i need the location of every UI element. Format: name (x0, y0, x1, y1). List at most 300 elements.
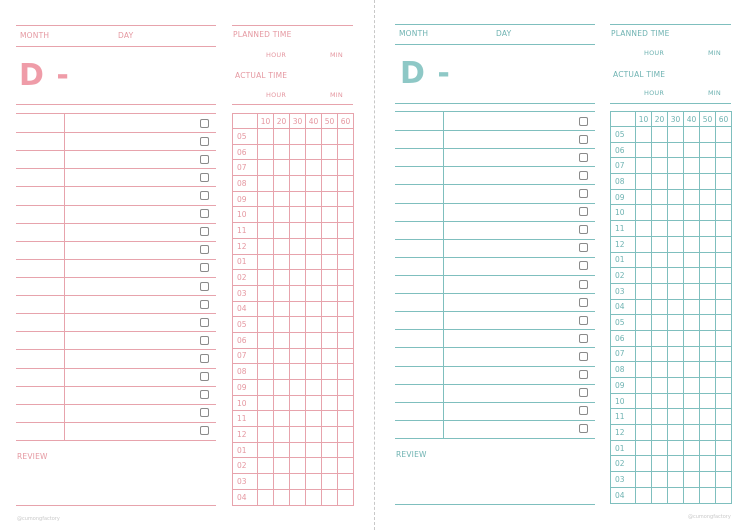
todo-checkbox[interactable] (200, 300, 209, 309)
time-slot-cell[interactable] (636, 268, 652, 284)
time-slot-cell[interactable] (322, 380, 338, 396)
time-slot-cell[interactable] (684, 142, 700, 158)
time-slot-cell[interactable] (668, 393, 684, 409)
todo-checkbox[interactable] (200, 408, 209, 417)
time-slot-cell[interactable] (716, 142, 732, 158)
time-slot-cell[interactable] (684, 393, 700, 409)
todo-row[interactable] (16, 368, 216, 369)
time-slot-cell[interactable] (274, 411, 290, 427)
time-slot-cell[interactable] (684, 189, 700, 205)
time-slot-cell[interactable] (258, 144, 274, 160)
time-slot-cell[interactable] (700, 346, 716, 362)
time-slot-cell[interactable] (290, 223, 306, 239)
time-slot-cell[interactable] (652, 456, 668, 472)
time-slot-cell[interactable] (716, 425, 732, 441)
time-slot-cell[interactable] (668, 236, 684, 252)
time-slot-cell[interactable] (636, 315, 652, 331)
time-slot-cell[interactable] (636, 142, 652, 158)
time-slot-cell[interactable] (716, 362, 732, 378)
time-slot-cell[interactable] (668, 456, 684, 472)
time-slot-cell[interactable] (668, 174, 684, 190)
todo-checkbox[interactable] (579, 207, 588, 216)
todo-checkbox[interactable] (579, 424, 588, 433)
todo-row[interactable] (16, 259, 216, 260)
time-slot-cell[interactable] (322, 332, 338, 348)
time-slot-cell[interactable] (338, 348, 354, 364)
time-slot-cell[interactable] (258, 364, 274, 380)
time-slot-cell[interactable] (322, 364, 338, 380)
time-slot-cell[interactable] (322, 176, 338, 192)
time-slot-cell[interactable] (684, 409, 700, 425)
todo-row[interactable] (16, 313, 216, 314)
todo-row[interactable] (16, 186, 216, 187)
time-slot-cell[interactable] (338, 176, 354, 192)
time-slot-cell[interactable] (338, 144, 354, 160)
time-slot-cell[interactable] (322, 144, 338, 160)
time-slot-cell[interactable] (306, 489, 322, 505)
time-slot-cell[interactable] (306, 380, 322, 396)
time-slot-cell[interactable] (700, 174, 716, 190)
todo-row[interactable] (16, 331, 216, 332)
time-slot-cell[interactable] (274, 285, 290, 301)
time-slot-cell[interactable] (636, 440, 652, 456)
time-slot-cell[interactable] (700, 221, 716, 237)
time-slot-cell[interactable] (322, 395, 338, 411)
time-slot-cell[interactable] (274, 176, 290, 192)
time-slot-cell[interactable] (258, 270, 274, 286)
time-slot-cell[interactable] (322, 411, 338, 427)
todo-checkbox[interactable] (579, 117, 588, 126)
time-slot-cell[interactable] (684, 268, 700, 284)
time-slot-cell[interactable] (700, 378, 716, 394)
time-slot-cell[interactable] (338, 238, 354, 254)
time-slot-cell[interactable] (700, 393, 716, 409)
time-slot-cell[interactable] (306, 332, 322, 348)
todo-row[interactable] (395, 184, 595, 185)
time-slot-cell[interactable] (258, 191, 274, 207)
time-slot-cell[interactable] (290, 285, 306, 301)
time-slot-cell[interactable] (652, 236, 668, 252)
time-slot-cell[interactable] (258, 489, 274, 505)
todo-checkbox[interactable] (579, 370, 588, 379)
time-slot-cell[interactable] (716, 268, 732, 284)
time-slot-cell[interactable] (306, 160, 322, 176)
time-slot-cell[interactable] (290, 207, 306, 223)
todo-checkbox[interactable] (200, 318, 209, 327)
time-slot-cell[interactable] (274, 254, 290, 270)
time-slot-cell[interactable] (274, 348, 290, 364)
todo-row[interactable] (395, 275, 595, 276)
time-slot-cell[interactable] (338, 380, 354, 396)
time-slot-cell[interactable] (684, 330, 700, 346)
time-slot-cell[interactable] (338, 458, 354, 474)
time-slot-cell[interactable] (668, 252, 684, 268)
todo-row[interactable] (16, 440, 216, 441)
time-slot-cell[interactable] (700, 189, 716, 205)
time-slot-cell[interactable] (668, 221, 684, 237)
time-slot-cell[interactable] (338, 129, 354, 145)
todo-checkbox[interactable] (579, 280, 588, 289)
time-slot-cell[interactable] (700, 142, 716, 158)
time-slot-cell[interactable] (306, 191, 322, 207)
time-slot-cell[interactable] (338, 285, 354, 301)
todo-row[interactable] (395, 402, 595, 403)
time-slot-cell[interactable] (652, 158, 668, 174)
todo-checkbox[interactable] (200, 426, 209, 435)
time-slot-cell[interactable] (684, 346, 700, 362)
time-slot-cell[interactable] (636, 346, 652, 362)
time-slot-cell[interactable] (290, 160, 306, 176)
time-slot-cell[interactable] (274, 380, 290, 396)
time-slot-cell[interactable] (700, 252, 716, 268)
time-slot-cell[interactable] (684, 236, 700, 252)
time-slot-cell[interactable] (306, 474, 322, 490)
time-slot-cell[interactable] (322, 129, 338, 145)
time-slot-cell[interactable] (338, 427, 354, 443)
todo-row[interactable] (395, 420, 595, 421)
time-slot-cell[interactable] (274, 427, 290, 443)
time-slot-cell[interactable] (258, 176, 274, 192)
time-slot-cell[interactable] (306, 395, 322, 411)
time-slot-cell[interactable] (274, 317, 290, 333)
todo-row[interactable] (395, 166, 595, 167)
time-slot-cell[interactable] (274, 332, 290, 348)
todo-checkbox[interactable] (200, 245, 209, 254)
time-slot-cell[interactable] (636, 378, 652, 394)
time-slot-cell[interactable] (258, 427, 274, 443)
time-slot-cell[interactable] (716, 393, 732, 409)
time-slot-cell[interactable] (306, 129, 322, 145)
time-slot-cell[interactable] (716, 440, 732, 456)
time-slot-cell[interactable] (258, 160, 274, 176)
time-slot-cell[interactable] (274, 144, 290, 160)
todo-row[interactable] (395, 148, 595, 149)
time-slot-cell[interactable] (652, 252, 668, 268)
time-slot-cell[interactable] (716, 315, 732, 331)
time-slot-cell[interactable] (636, 456, 652, 472)
time-slot-cell[interactable] (668, 346, 684, 362)
time-slot-cell[interactable] (716, 189, 732, 205)
todo-row[interactable] (395, 130, 595, 131)
time-slot-cell[interactable] (306, 238, 322, 254)
time-slot-cell[interactable] (700, 409, 716, 425)
time-slot-cell[interactable] (290, 474, 306, 490)
time-slot-cell[interactable] (636, 252, 652, 268)
time-slot-cell[interactable] (684, 362, 700, 378)
time-slot-cell[interactable] (652, 299, 668, 315)
time-slot-cell[interactable] (322, 207, 338, 223)
time-slot-cell[interactable] (716, 487, 732, 503)
time-slot-cell[interactable] (668, 142, 684, 158)
time-slot-cell[interactable] (274, 474, 290, 490)
todo-row[interactable] (16, 132, 216, 133)
time-slot-cell[interactable] (636, 425, 652, 441)
time-slot-cell[interactable] (636, 127, 652, 143)
time-slot-cell[interactable] (636, 330, 652, 346)
time-slot-cell[interactable] (716, 456, 732, 472)
todo-row[interactable] (16, 295, 216, 296)
time-slot-cell[interactable] (338, 442, 354, 458)
time-slot-cell[interactable] (700, 362, 716, 378)
time-slot-cell[interactable] (258, 207, 274, 223)
time-slot-cell[interactable] (684, 299, 700, 315)
time-slot-cell[interactable] (290, 317, 306, 333)
time-slot-cell[interactable] (306, 442, 322, 458)
todo-checkbox[interactable] (200, 227, 209, 236)
time-slot-cell[interactable] (322, 489, 338, 505)
time-slot-cell[interactable] (322, 317, 338, 333)
time-slot-cell[interactable] (322, 427, 338, 443)
todo-checkbox[interactable] (579, 171, 588, 180)
time-slot-cell[interactable] (338, 270, 354, 286)
time-slot-cell[interactable] (716, 158, 732, 174)
todo-row[interactable] (16, 277, 216, 278)
time-slot-cell[interactable] (274, 442, 290, 458)
time-slot-cell[interactable] (652, 221, 668, 237)
time-slot-cell[interactable] (290, 458, 306, 474)
todo-checkbox[interactable] (579, 225, 588, 234)
time-slot-cell[interactable] (652, 409, 668, 425)
time-slot-cell[interactable] (306, 411, 322, 427)
time-slot-cell[interactable] (290, 176, 306, 192)
time-slot-cell[interactable] (274, 238, 290, 254)
time-slot-cell[interactable] (338, 191, 354, 207)
todo-checkbox[interactable] (579, 298, 588, 307)
time-slot-cell[interactable] (322, 223, 338, 239)
todo-row[interactable] (16, 168, 216, 169)
time-slot-cell[interactable] (258, 254, 274, 270)
time-slot-cell[interactable] (668, 127, 684, 143)
time-slot-cell[interactable] (274, 489, 290, 505)
time-slot-cell[interactable] (258, 442, 274, 458)
time-slot-cell[interactable] (668, 440, 684, 456)
time-slot-cell[interactable] (322, 301, 338, 317)
todo-row[interactable] (395, 239, 595, 240)
time-slot-cell[interactable] (652, 142, 668, 158)
time-slot-cell[interactable] (716, 472, 732, 488)
time-slot-cell[interactable] (274, 129, 290, 145)
time-slot-cell[interactable] (668, 330, 684, 346)
time-slot-cell[interactable] (258, 395, 274, 411)
time-slot-cell[interactable] (636, 158, 652, 174)
time-slot-cell[interactable] (258, 348, 274, 364)
time-slot-cell[interactable] (258, 129, 274, 145)
todo-row[interactable] (16, 223, 216, 224)
time-slot-cell[interactable] (684, 283, 700, 299)
todo-checkbox[interactable] (579, 388, 588, 397)
time-slot-cell[interactable] (652, 283, 668, 299)
time-slot-cell[interactable] (668, 378, 684, 394)
todo-row[interactable] (16, 404, 216, 405)
time-slot-cell[interactable] (684, 315, 700, 331)
todo-checkbox[interactable] (200, 173, 209, 182)
time-slot-cell[interactable] (338, 160, 354, 176)
time-slot-cell[interactable] (322, 474, 338, 490)
time-slot-cell[interactable] (306, 254, 322, 270)
time-slot-cell[interactable] (290, 144, 306, 160)
time-slot-cell[interactable] (322, 285, 338, 301)
todo-row[interactable] (395, 203, 595, 204)
time-slot-cell[interactable] (306, 427, 322, 443)
time-slot-cell[interactable] (322, 458, 338, 474)
todo-row[interactable] (395, 347, 595, 348)
time-slot-cell[interactable] (716, 174, 732, 190)
todo-checkbox[interactable] (579, 153, 588, 162)
time-slot-cell[interactable] (258, 301, 274, 317)
time-slot-cell[interactable] (700, 425, 716, 441)
todo-checkbox[interactable] (200, 191, 209, 200)
time-slot-cell[interactable] (338, 301, 354, 317)
time-slot-cell[interactable] (274, 458, 290, 474)
todo-row[interactable] (395, 329, 595, 330)
time-slot-cell[interactable] (306, 144, 322, 160)
time-slot-cell[interactable] (700, 330, 716, 346)
todo-checkbox[interactable] (200, 354, 209, 363)
todo-row[interactable] (395, 293, 595, 294)
time-slot-cell[interactable] (274, 364, 290, 380)
todo-checkbox[interactable] (200, 263, 209, 272)
time-slot-cell[interactable] (636, 487, 652, 503)
time-slot-cell[interactable] (290, 395, 306, 411)
time-slot-cell[interactable] (636, 236, 652, 252)
time-slot-cell[interactable] (636, 299, 652, 315)
time-slot-cell[interactable] (652, 440, 668, 456)
time-slot-cell[interactable] (258, 458, 274, 474)
time-slot-cell[interactable] (700, 456, 716, 472)
time-slot-cell[interactable] (258, 317, 274, 333)
time-slot-cell[interactable] (652, 315, 668, 331)
todo-row[interactable] (16, 241, 216, 242)
time-slot-cell[interactable] (338, 364, 354, 380)
time-slot-cell[interactable] (290, 380, 306, 396)
time-slot-cell[interactable] (668, 409, 684, 425)
time-slot-cell[interactable] (684, 127, 700, 143)
time-slot-cell[interactable] (338, 474, 354, 490)
time-slot-cell[interactable] (684, 425, 700, 441)
time-slot-cell[interactable] (636, 189, 652, 205)
time-slot-cell[interactable] (700, 268, 716, 284)
time-slot-cell[interactable] (274, 395, 290, 411)
todo-checkbox[interactable] (200, 372, 209, 381)
time-slot-cell[interactable] (274, 191, 290, 207)
time-slot-cell[interactable] (668, 268, 684, 284)
time-slot-cell[interactable] (668, 362, 684, 378)
time-slot-cell[interactable] (700, 315, 716, 331)
time-slot-cell[interactable] (290, 442, 306, 458)
todo-row[interactable] (16, 422, 216, 423)
time-slot-cell[interactable] (322, 238, 338, 254)
todo-row[interactable] (16, 205, 216, 206)
todo-row[interactable] (395, 311, 595, 312)
time-slot-cell[interactable] (306, 458, 322, 474)
time-slot-cell[interactable] (684, 205, 700, 221)
time-slot-cell[interactable] (290, 301, 306, 317)
time-slot-cell[interactable] (306, 364, 322, 380)
time-slot-cell[interactable] (258, 380, 274, 396)
time-slot-cell[interactable] (652, 487, 668, 503)
todo-checkbox[interactable] (200, 209, 209, 218)
time-slot-cell[interactable] (684, 456, 700, 472)
todo-row[interactable] (395, 384, 595, 385)
time-slot-cell[interactable] (290, 427, 306, 443)
time-slot-cell[interactable] (668, 487, 684, 503)
time-slot-cell[interactable] (684, 174, 700, 190)
todo-row[interactable] (16, 349, 216, 350)
time-slot-cell[interactable] (700, 487, 716, 503)
time-slot-cell[interactable] (306, 207, 322, 223)
time-slot-cell[interactable] (684, 440, 700, 456)
time-slot-cell[interactable] (716, 378, 732, 394)
time-slot-cell[interactable] (290, 411, 306, 427)
todo-row[interactable] (395, 438, 595, 439)
time-slot-cell[interactable] (290, 364, 306, 380)
time-slot-cell[interactable] (322, 442, 338, 458)
time-slot-cell[interactable] (652, 189, 668, 205)
time-slot-cell[interactable] (636, 283, 652, 299)
time-slot-cell[interactable] (636, 409, 652, 425)
time-slot-cell[interactable] (306, 317, 322, 333)
time-slot-cell[interactable] (290, 129, 306, 145)
time-slot-cell[interactable] (668, 425, 684, 441)
time-slot-cell[interactable] (290, 254, 306, 270)
todo-checkbox[interactable] (200, 336, 209, 345)
time-slot-cell[interactable] (322, 348, 338, 364)
time-slot-cell[interactable] (258, 285, 274, 301)
time-slot-cell[interactable] (652, 362, 668, 378)
time-slot-cell[interactable] (652, 268, 668, 284)
time-slot-cell[interactable] (700, 472, 716, 488)
time-slot-cell[interactable] (322, 160, 338, 176)
time-slot-cell[interactable] (274, 301, 290, 317)
time-slot-cell[interactable] (684, 158, 700, 174)
time-slot-cell[interactable] (636, 393, 652, 409)
time-slot-cell[interactable] (652, 346, 668, 362)
time-slot-cell[interactable] (652, 174, 668, 190)
time-slot-cell[interactable] (668, 283, 684, 299)
time-slot-cell[interactable] (652, 393, 668, 409)
time-slot-cell[interactable] (258, 411, 274, 427)
time-slot-cell[interactable] (306, 301, 322, 317)
time-slot-cell[interactable] (338, 207, 354, 223)
time-slot-cell[interactable] (716, 346, 732, 362)
time-slot-cell[interactable] (700, 205, 716, 221)
time-slot-cell[interactable] (700, 236, 716, 252)
time-slot-cell[interactable] (274, 270, 290, 286)
time-slot-cell[interactable] (684, 487, 700, 503)
time-slot-cell[interactable] (700, 440, 716, 456)
time-slot-cell[interactable] (290, 191, 306, 207)
time-slot-cell[interactable] (684, 378, 700, 394)
todo-row[interactable] (395, 257, 595, 258)
time-slot-cell[interactable] (668, 189, 684, 205)
todo-checkbox[interactable] (200, 282, 209, 291)
time-slot-cell[interactable] (716, 299, 732, 315)
time-slot-cell[interactable] (306, 223, 322, 239)
todo-checkbox[interactable] (200, 137, 209, 146)
todo-checkbox[interactable] (579, 406, 588, 415)
time-slot-cell[interactable] (306, 176, 322, 192)
time-slot-cell[interactable] (290, 238, 306, 254)
time-slot-cell[interactable] (668, 299, 684, 315)
todo-row[interactable] (395, 366, 595, 367)
todo-checkbox[interactable] (579, 135, 588, 144)
time-slot-cell[interactable] (716, 236, 732, 252)
time-slot-cell[interactable] (716, 127, 732, 143)
time-slot-cell[interactable] (306, 270, 322, 286)
time-slot-cell[interactable] (338, 395, 354, 411)
time-slot-cell[interactable] (274, 207, 290, 223)
todo-checkbox[interactable] (579, 334, 588, 343)
